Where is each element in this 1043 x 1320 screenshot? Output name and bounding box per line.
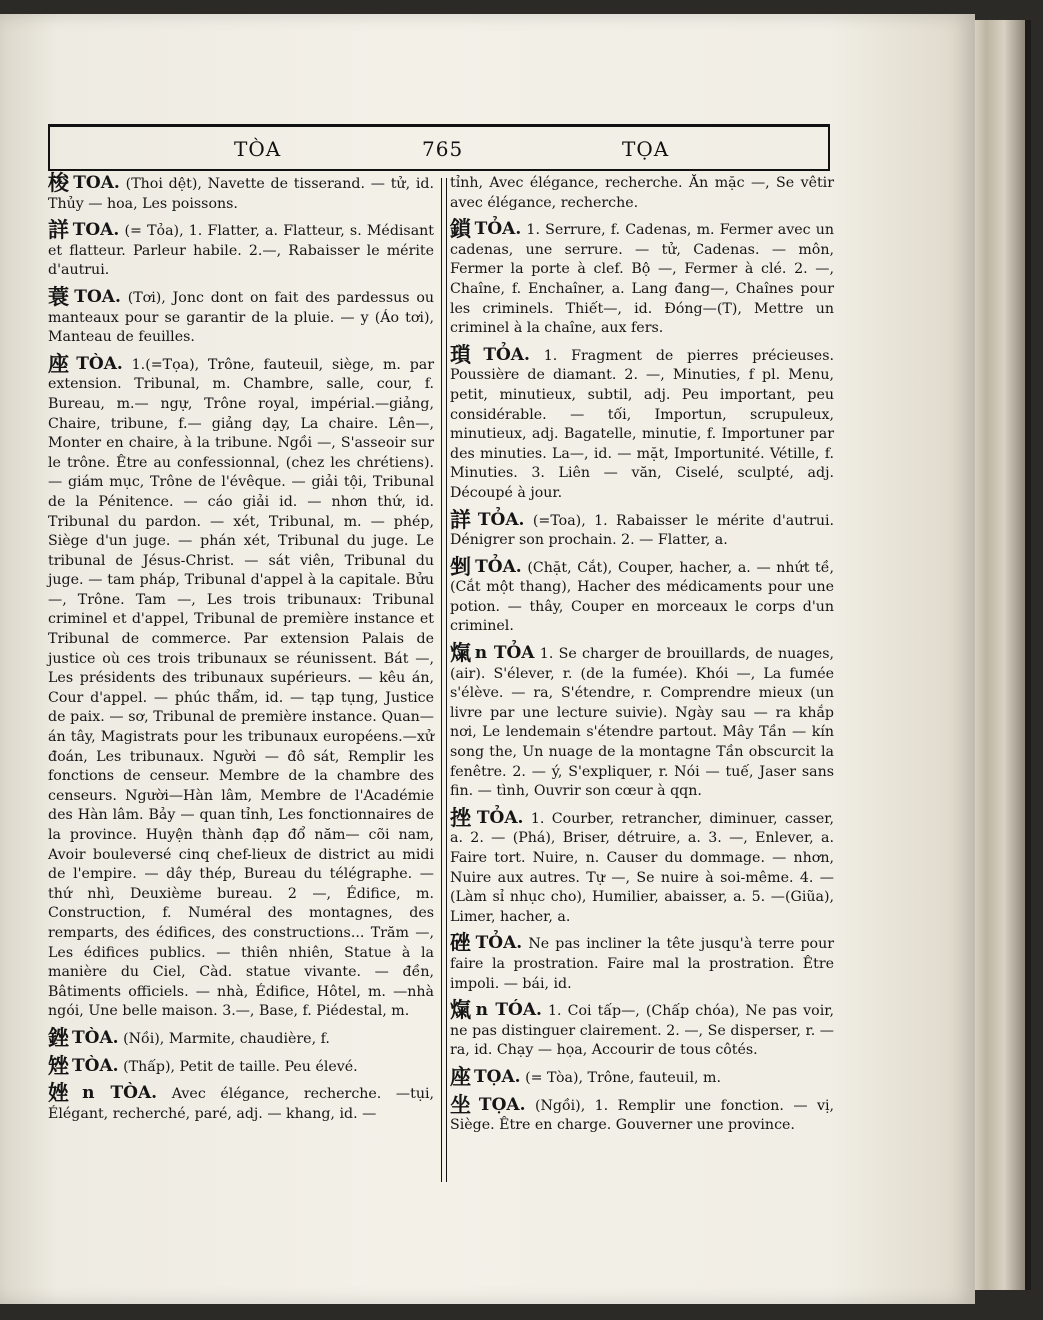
dictionary-entry	[48, 1025, 434, 1050]
entry-definition: 1. Courber, retrancher, diminuer, casser, a. 2. — (Phá), Briser, détruire, a. 3. —, Enlever, a. Faire tort. Nuire, n. Causer du dommage. — nhơn, Nuire aux autres. Tự —, Se nuire à soi-même. 4. —(Làm sỉ nhục cho), Humilier, abaisser, a. 5. —(Giũa), Limer, hacher, a.	[450, 810, 834, 925]
chinese-character: 坐	[450, 1092, 476, 1117]
chinese-character: 熂	[450, 641, 472, 666]
entry-headword: TỎA.	[483, 344, 530, 365]
chinese-character: 蓑	[48, 284, 72, 309]
entry-definition: (=Toa), 1. Rabaisser le mérite d'autrui. Dénigrer son prochain. 2. — Flatter, a.	[450, 512, 834, 549]
chinese-character: 䂳	[450, 931, 473, 956]
entry-definition: 1. Se charger de brouillards, de nuages, (air). S'élever, r. (de la fumée). Khói —, La fumée s'élève. — ra, S'étendre, r. Comprendre mieux (un livre par une lecture suivie). Ngày sau — ra khắp nơi, Le lendemain s'étendre partout. Mây Tần — kín song the, Un nuage de la montagne Tần obscurcit la fenêtre. 2. — ý, S'expliquer, r. Nói — tuế, Jaser sans fin. — tình, Ouvrir son cœur à qqn.	[450, 646, 834, 800]
entry-definition: (Thấp), Petit de taille. Peu élevé.	[123, 1058, 358, 1075]
entry-headword: TỎA.	[475, 933, 523, 954]
entry-headword: TỎA.	[476, 807, 524, 828]
dictionary-entry	[450, 217, 835, 339]
entry-definition: (= Tòa), Trône, fauteuil, m.	[525, 1069, 721, 1086]
page-header	[48, 124, 830, 171]
chinese-character: 瑣	[450, 342, 481, 367]
chinese-character: 詳	[450, 507, 475, 532]
page-number: 765	[422, 137, 464, 161]
dictionary-entry	[450, 641, 834, 802]
dictionary-entry	[450, 554, 834, 637]
entry-definition: (Thoi dệt), Navette de tisserand. — tử, id. Thủy — hoa, Les poissons.	[48, 176, 434, 212]
dictionary-entry	[48, 1053, 434, 1078]
dictionary-entry	[48, 171, 434, 214]
chinese-character: 鎖	[450, 217, 472, 242]
entry-headword: TÒA.	[76, 353, 123, 374]
chinese-character: 㛗	[48, 1081, 80, 1106]
entry-headword: TỎA.	[475, 556, 522, 577]
entry-headword: TÒA.	[72, 1027, 119, 1048]
entry-definition: 1. Serrure, f. Cadenas, m. Fermer avec un cadenas, une serrure. — tử, Cadenas. — môn, Fermer la porte à clef. Bộ —, Fermer à clé. 2. —, Chaîne, f. Enchaîner, a. Lang đang—, Chaînes pour les criminels. Thiết—, id. Đóng—(T), Mettre un criminel à la chaîne, aux fers.	[450, 222, 835, 337]
entry-headword: TỌA.	[474, 1066, 521, 1087]
entry-headword: TÒA.	[72, 1055, 119, 1076]
dictionary-entry	[450, 342, 834, 504]
entry-definition: 1. Fragment de pierres précieuses. Poussière de diamant. 2. —, Minuties, f pl. Menu, petit, minutieux, subtil, adj. Peu important, peu considérable. — tối, Importun, scrupuleux, minutieux, adj. Bagatelle, minutie, f. Importuner par des minuties. La—, id. — mặt, Importunité. Vétille, f. Minuties. 3. Liên — văn, Ciselé, sculpté, adj. Découpé à jour.	[450, 347, 834, 501]
entry-definition: (Nồi), Marmite, chaudière, f.	[123, 1030, 330, 1047]
chinese-character: 熂	[450, 998, 473, 1023]
column-divider	[441, 178, 447, 1182]
entry-headword: TỎA.	[474, 219, 522, 240]
entry-definition: Ne pas incliner la tête jusqu'à terre pour faire la prostration. Faire mal la prostration. Être impoli. — bái, id.	[450, 936, 835, 992]
entry-definition: (Tơi), Jonc dont on fait des pardessus ou manteaux pour se garantir de la pluie. — y (Áo tơi), Manteau de feuilles.	[48, 289, 435, 346]
chinese-character: 剉	[450, 554, 473, 579]
chinese-character: 梭	[48, 171, 71, 195]
dictionary-entry	[450, 998, 834, 1061]
chinese-character: 座	[48, 351, 74, 376]
entry-definition: (= Tỏa), 1. Flatter, a. Flatteur, s. Médisant et flatteur. Parleur habile. 2.—, Rabaisser le mérite d'autrui.	[48, 223, 435, 279]
entry-headword: n TÒA.	[82, 1083, 158, 1104]
entry-headword: n TÓA.	[475, 1000, 542, 1021]
dictionary-entry	[450, 1092, 835, 1136]
dictionary-entry	[48, 351, 435, 1022]
dictionary-entry	[48, 1081, 435, 1124]
entry-definition: 1.(=Tọa), Trône, fauteuil, siège, m. par extension. Tribunal, m. Chambre, salle, cour, f. Bureau, m.— ngự, Trône royal, impérial.—giảng, Chaire, tribune, f.— giảng dạy, La chaire. Lên—, Monter en chaire, à la tribune. Ngồi —, S'asseoir sur le trône. Être au confessionnal, (chez les chrétiens). — giám mục, Trône de l'évêque. — giải tội, Tribunal de la Pénitence. — cáo giải id. — nhơn thứ, id. Tribunal du pardon. — xét, Tribunal, m. — phép, Siège d'un juge. — phán xét, Tribunal du juge. Le tribunal de Jésus-Christ. — sát viên, Tribunal du juge. — tam pháp, Tribunal d'appel à la capitale. Bửu —, Trône. Tam —, Les trois tribunaux: Tribunal criminel et d'appel, Tribunal de première instance et Tribunal de commerce. Par extension Palais de justice où ces trois tribunaux se réunissent. Bát —, Les présidents des tribunaux supérieurs. — kêu án, Cour d'appel. — phúc thẩm, id. — tạp tụng, Justice de paix. — sơ, Tribunal de première instance. Quan—án tây, Magistrats pour les tribunaux européens.—xử đoán, Les tribunaux. Người — đô sát, Remplir les fonctions de censeur. Membre de la chambre des censeurs. Người—Hàn lâm, Membre de l'Académie des Hàn lâm. Bảy — quan tỉnh, Les fonctionnaires de la province. Huyện thành đạp đổ năm— cõi nam, Avoir bouleversé cinq chef-lieux de district au midi de l'empire. — dây thép, Bureau du télégraphe. — thứ nhì, Deuxième bureau. 2 —, Édifice, m. Construction, f. Numéral des montagnes, des remparts, des édifices, des constructions... Trăm —, Les édifices publics. — thiên nhiên, Statue à la manière du Ciel, Càd. statue vivante. — đền, Bâtiments officiels. — nhà, Édifice, Hôtel, m. —nhà ngói, Une belle maison. 3.—, Base, f. Piédestal, m.	[48, 356, 435, 1020]
dictionary-entry	[450, 174, 834, 213]
entry-headword: TỎA.	[477, 509, 525, 530]
header-left-guideword: TÒA	[234, 137, 282, 161]
dictionary-entry	[450, 507, 834, 551]
entry-headword: TỌA.	[478, 1094, 526, 1115]
entry-definition: 1. Coi tấp—, (Chấp chóa), Ne pas voir, ne pas distinguer clairement. 2. —, Se disperser, r. — ra, id. Chạy — họa, Accourir de tous côtés.	[450, 1003, 834, 1059]
entry-definition: Avec élégance, recherche. —tụi, Élégant, recherché, paré, adj. — khang, id. —	[48, 1086, 435, 1122]
entry-headword: TOA.	[73, 173, 120, 193]
chinese-character: 座	[450, 1064, 471, 1089]
entry-definition: (Ngồi), 1. Remplir une fonction. — vị, Siège. Être en charge. Gouverner une province.	[450, 1097, 835, 1134]
entry-headword: n TỎA	[474, 643, 535, 664]
entry-headword: TOA.	[72, 220, 120, 241]
entry-definition: tỉnh, Avec élégance, recherche. Ăn mặc —, Se vêtir avec élégance, recherche.	[450, 175, 834, 211]
dictionary-entry	[450, 805, 834, 928]
chinese-character: 銼	[48, 1025, 69, 1050]
dictionary-entry	[48, 218, 435, 281]
left-column	[48, 171, 435, 1131]
header-right-guideword: TỌA	[622, 137, 670, 161]
chinese-character: 詳	[48, 218, 70, 243]
chinese-character: 挫	[450, 805, 474, 830]
dictionary-entry	[450, 1064, 834, 1089]
right-column	[450, 174, 834, 1143]
dictionary-entry	[450, 931, 835, 994]
chinese-character: 矬	[48, 1053, 69, 1078]
dictionary-entry	[48, 284, 435, 348]
entry-definition: (Chặt, Cắt), Couper, hacher, a. — nhứt tề, (Cắt một thang), Hacher des médicaments pour une potion. — thây, Couper en morceaux le corps d'un criminel.	[450, 559, 834, 635]
entry-headword: TOA.	[74, 286, 121, 307]
